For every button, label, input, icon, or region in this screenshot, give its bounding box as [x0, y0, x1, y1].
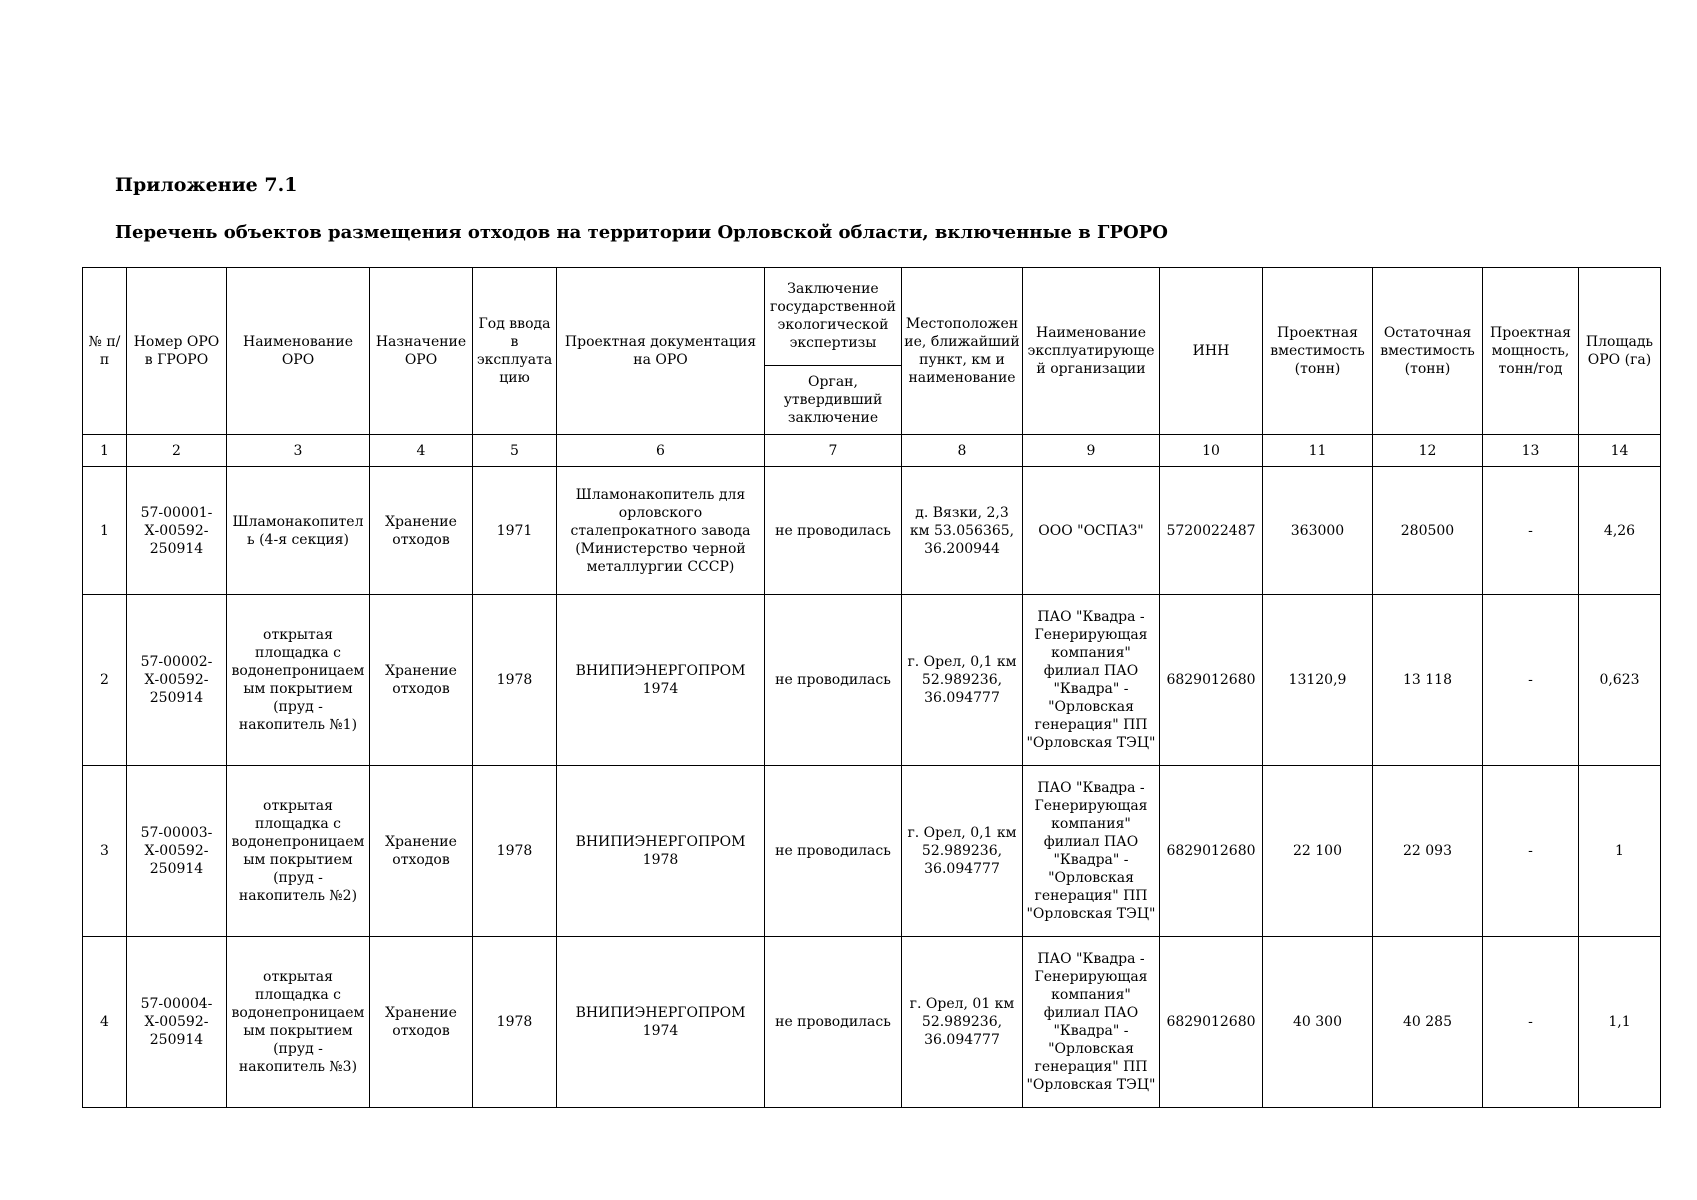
- cell-groro-number: 57-00004-Х-00592-250914: [127, 937, 227, 1108]
- cell-design-power: -: [1483, 595, 1579, 766]
- cell-residual-capacity: 13 118: [1373, 595, 1483, 766]
- cell-design-power: -: [1483, 937, 1579, 1108]
- cell-year: 1978: [473, 595, 557, 766]
- cell-operator: ПАО "Квадра - Генерирующая компания" филиал ПАО "Квадра" - "Орловская генерация" ПП "Орловская ТЭЦ": [1023, 937, 1160, 1108]
- cell-design-capacity: 363000: [1263, 467, 1373, 595]
- cell-num: 2: [83, 595, 127, 766]
- cell-expertise: не проводилась: [765, 467, 902, 595]
- cell-location: г. Орел, 01 км 52.989236, 36.094777: [902, 937, 1023, 1108]
- cell-expertise: не проводилась: [765, 766, 902, 937]
- column-number-row: [83, 435, 1661, 467]
- header-area: Площадь ОРО (га): [1579, 268, 1661, 435]
- header-operator: Наименование эксплуатирующей организации: [1023, 268, 1160, 435]
- cell-purpose: Хранение отходов: [370, 467, 473, 595]
- cell-project-docs: Шламонакопитель для орловского сталепрокатного завода (Министерство черной металлургии СССР): [557, 467, 765, 595]
- column-number: 6: [557, 435, 765, 467]
- cell-year: 1978: [473, 766, 557, 937]
- appendix-label: Приложение 7.1: [115, 174, 298, 196]
- cell-design-capacity: 13120,9: [1263, 595, 1373, 766]
- table-row: [83, 595, 1661, 766]
- column-number: 1: [83, 435, 127, 467]
- cell-num: 3: [83, 766, 127, 937]
- header-year: Год ввода в эксплуатацию: [473, 268, 557, 435]
- cell-inn: 6829012680: [1160, 595, 1263, 766]
- header-name: Наименование ОРО: [227, 268, 370, 435]
- column-number: 3: [227, 435, 370, 467]
- cell-project-docs: ВНИПИЭНЕРГОПРОМ 1974: [557, 595, 765, 766]
- header-expertise-bottom: Орган, утвердивший заключение: [765, 365, 902, 434]
- cell-name: открытая площадка с водонепроницаемым покрытием (пруд - накопитель №1): [227, 595, 370, 766]
- column-number: 13: [1483, 435, 1579, 467]
- cell-name: открытая площадка с водонепроницаемым покрытием (пруд - накопитель №2): [227, 766, 370, 937]
- header-num: № п/п: [83, 268, 127, 435]
- cell-inn: 5720022487: [1160, 467, 1263, 595]
- cell-name: открытая площадка с водонепроницаемым покрытием (пруд - накопитель №3): [227, 937, 370, 1108]
- header-inn: ИНН: [1160, 268, 1263, 435]
- cell-inn: 6829012680: [1160, 766, 1263, 937]
- cell-project-docs: ВНИПИЭНЕРГОПРОМ 1974: [557, 937, 765, 1108]
- cell-num: 1: [83, 467, 127, 595]
- cell-area: 0,623: [1579, 595, 1661, 766]
- cell-design-capacity: 22 100: [1263, 766, 1373, 937]
- cell-groro-number: 57-00003-Х-00592-250914: [127, 766, 227, 937]
- cell-residual-capacity: 40 285: [1373, 937, 1483, 1108]
- cell-design-power: -: [1483, 467, 1579, 595]
- header-design-capacity: Проектная вместимость (тонн): [1263, 268, 1373, 435]
- header-purpose: Назначение ОРО: [370, 268, 473, 435]
- cell-project-docs: ВНИПИЭНЕРГОПРОМ 1978: [557, 766, 765, 937]
- cell-purpose: Хранение отходов: [370, 937, 473, 1108]
- column-number: 7: [765, 435, 902, 467]
- cell-residual-capacity: 280500: [1373, 467, 1483, 595]
- header-location: Местоположение, ближайший пункт, км и наименование: [902, 268, 1023, 435]
- header-residual-capacity: Остаточная вместимость (тонн): [1373, 268, 1483, 435]
- column-number: 9: [1023, 435, 1160, 467]
- document-title: Перечень объектов размещения отходов на территории Орловской области, включенные в ГРОРО: [115, 222, 1168, 243]
- waste-facilities-table: [82, 267, 1661, 1108]
- cell-residual-capacity: 22 093: [1373, 766, 1483, 937]
- cell-year: 1978: [473, 937, 557, 1108]
- cell-location: д. Вязки, 2,3 км 53.056365, 36.200944: [902, 467, 1023, 595]
- table-row: [83, 766, 1661, 937]
- header-project-docs: Проектная документация на ОРО: [557, 268, 765, 435]
- cell-location: г. Орел, 0,1 км 52.989236, 36.094777: [902, 766, 1023, 937]
- column-number: 5: [473, 435, 557, 467]
- table-row: [83, 937, 1661, 1108]
- column-number: 2: [127, 435, 227, 467]
- column-number: 11: [1263, 435, 1373, 467]
- cell-groro-number: 57-00002-Х-00592-250914: [127, 595, 227, 766]
- cell-area: 1: [1579, 766, 1661, 937]
- cell-year: 1971: [473, 467, 557, 595]
- header-groro-number: Номер ОРО в ГРОРО: [127, 268, 227, 435]
- column-number: 10: [1160, 435, 1263, 467]
- table-row: [83, 467, 1661, 595]
- cell-area: 4,26: [1579, 467, 1661, 595]
- cell-name: Шламонакопитель (4-я секция): [227, 467, 370, 595]
- cell-purpose: Хранение отходов: [370, 595, 473, 766]
- header-design-power: Проектная мощность, тонн/год: [1483, 268, 1579, 435]
- cell-design-capacity: 40 300: [1263, 937, 1373, 1108]
- column-number: 8: [902, 435, 1023, 467]
- cell-operator: ПАО "Квадра - Генерирующая компания" филиал ПАО "Квадра" - "Орловская генерация" ПП "Орловская ТЭЦ": [1023, 766, 1160, 937]
- cell-design-power: -: [1483, 766, 1579, 937]
- cell-expertise: не проводилась: [765, 595, 902, 766]
- column-number: 14: [1579, 435, 1661, 467]
- header-expertise-top: Заключение государственной экологической экспертизы: [765, 268, 902, 366]
- cell-operator: ООО "ОСПАЗ": [1023, 467, 1160, 595]
- header-row-top: [83, 268, 1661, 366]
- cell-operator: ПАО "Квадра - Генерирующая компания" филиал ПАО "Квадра" - "Орловская генерация" ПП "Орловская ТЭЦ": [1023, 595, 1160, 766]
- cell-inn: 6829012680: [1160, 937, 1263, 1108]
- cell-num: 4: [83, 937, 127, 1108]
- cell-groro-number: 57-00001-Х-00592-250914: [127, 467, 227, 595]
- cell-location: г. Орел, 0,1 км 52.989236, 36.094777: [902, 595, 1023, 766]
- column-number: 4: [370, 435, 473, 467]
- cell-expertise: не проводилась: [765, 937, 902, 1108]
- column-number: 12: [1373, 435, 1483, 467]
- cell-area: 1,1: [1579, 937, 1661, 1108]
- cell-purpose: Хранение отходов: [370, 766, 473, 937]
